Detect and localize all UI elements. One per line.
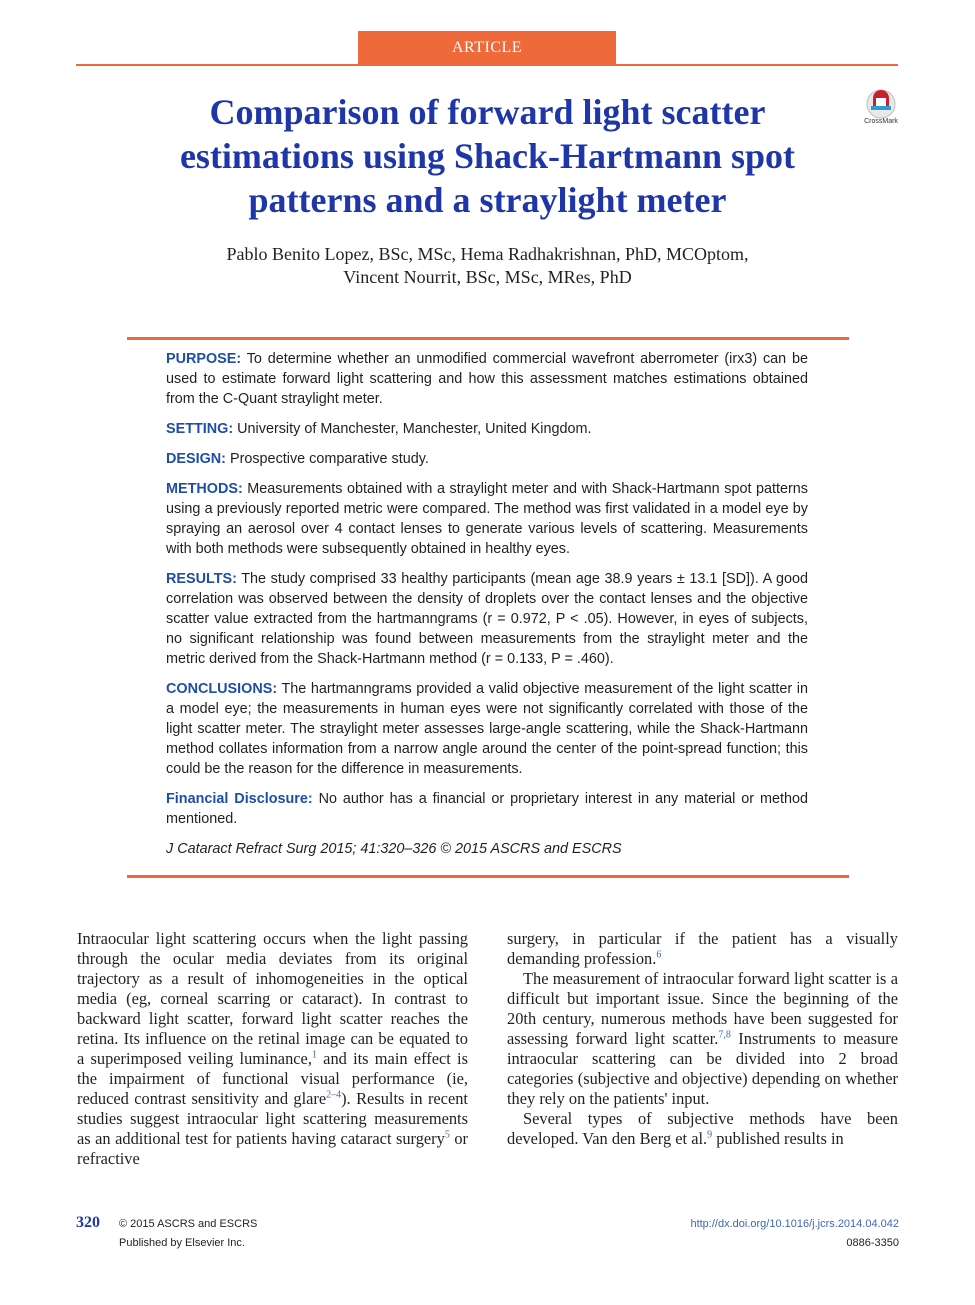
author-list [120, 243, 855, 289]
crossmark-label: CrossMark [864, 118, 898, 125]
article-title: Comparison of forward light scatter estimations using Shack-Hartmann spot patterns and a straylight meter [179, 92, 796, 220]
results-label: RESULTS: [166, 571, 237, 587]
reference-link[interactable]: 1 [311, 1049, 317, 1061]
journal-citation: J Cataract Refract Surg 2015; 41:320–326 © 2015 ASCRS and ESCRS [166, 841, 622, 857]
reference-link[interactable]: 6 [656, 949, 662, 961]
footer-publisher: Published by Elsevier Inc. [119, 1237, 245, 1249]
doi-link[interactable]: http://dx.doi.org/10.1016/j.jcrs.2014.04.042 [690, 1218, 899, 1230]
purpose-label: PURPOSE: [166, 351, 242, 367]
design-text: Prospective comparative study. [225, 451, 429, 467]
abstract-design [166, 449, 808, 469]
abstract-conclusions [166, 679, 808, 779]
abstract-methods [166, 479, 808, 559]
footer-copyright: © 2015 ASCRS and ESCRS [119, 1218, 258, 1230]
authors-line-1: Pablo Benito Lopez, BSc, MSc, Hema Radhakrishnan, PhD, MCOptom, [226, 244, 749, 264]
body-paragraph [507, 929, 898, 969]
reference-link[interactable]: 2–4 [326, 1089, 342, 1101]
abstract-setting [166, 419, 808, 439]
disclosure-label: Financial Disclosure: [166, 791, 313, 807]
abstract-results [166, 569, 808, 669]
design-label: DESIGN: [166, 451, 226, 467]
body-text: ). Results in recent studies suggest intraocular light scattering measurements as an additional test for patients having cataract surgery [77, 1089, 468, 1148]
page-number: 320 [76, 1214, 100, 1231]
body-paragraph [507, 1109, 898, 1149]
body-text: and its main effect is the impairment of functional visual performance (ie, reduced contrast sensitivity and glare [77, 1049, 468, 1108]
results-text: The study comprised 33 healthy participants (mean age 38.9 years ± 13.1 [SD]). A good correlation was observed between the density of droplets over the contact lenses and the objective scatter value extracted from the hartmanngrams (r = 0.972, P < .05). However, in eyes of subjects, no significant relationship was found between measurements from the straylight meter and the metric derived from the Shack-Hartmann method (r = 0.133, P = .460). [166, 571, 808, 667]
abstract-bottom-rule [127, 875, 849, 878]
setting-text: University of Manchester, Manchester, United Kingdom. [233, 421, 592, 437]
conclusions-label: CONCLUSIONS: [166, 681, 278, 697]
setting-label: SETTING: [166, 421, 234, 437]
abstract-purpose [166, 349, 808, 409]
abstract [166, 349, 808, 869]
authors-line-2: Vincent Nourrit, BSc, MSc, MRes, PhD [343, 267, 632, 287]
body-text: published results in [712, 1129, 844, 1148]
abstract-top-rule [127, 337, 849, 340]
body-text: Several types of subjective methods have been developed. Van den Berg et al. [507, 1109, 898, 1148]
body-text: The measurement of intraocular forward light scatter is a difficult but important issue. Since the beginning of the 20th century, numerous methods have been suggested for assessing forward light scatter. [507, 969, 898, 1048]
body-paragraph [77, 929, 468, 1169]
methods-text: Measurements obtained with a straylight meter and with Shack-Hartmann spot patterns using a previously reported metric were compared. The method was first validated in a model eye by spraying an aerosol over 4 contact lenses to generate various levels of scattering. Measurements with both methods were subsequently obtained in healthy eyes. [166, 481, 808, 557]
methods-label: METHODS: [166, 481, 243, 497]
reference-link[interactable]: 7,8 [718, 1029, 731, 1041]
reference-link[interactable]: 9 [707, 1129, 713, 1141]
reference-link[interactable]: 5 [444, 1129, 450, 1141]
body-text: Instruments to measure intraocular scattering can be divided into 2 broad categories (subjective and objective) depending on whether they rely on the patients' input. [507, 1029, 898, 1108]
disclosure-text: No author has a financial or proprietary interest in any material or method mentioned. [166, 791, 808, 827]
body-text: surgery, in particular if the patient has a visually demanding profession. [507, 929, 898, 968]
body-column-right [507, 929, 898, 1149]
body-text: or refractive [77, 1129, 468, 1168]
purpose-text: To determine whether an unmodified commercial wavefront aberrometer (irx3) can be used to estimate forward light scattering and how this assessment matches estimations obtained from the C-Quant straylight meter. [166, 351, 808, 407]
footer-issn: 0886-3350 [846, 1237, 899, 1249]
section-label: ARTICLE [358, 31, 616, 65]
body-column-left [77, 929, 468, 1169]
abstract-disclosure [166, 789, 808, 829]
body-paragraph [507, 969, 898, 1109]
conclusions-text: The hartmanngrams provided a valid objective measurement of the light scatter in a model eye; the measurements in human eyes were not significantly correlated with those of the light scatter meter. The straylight meter assesses large-angle scattering, while the Shack-Hartmann method collates information from a narrow angle around the center of the point-spread function; this could be the reason for the difference in measurements. [166, 681, 808, 777]
body-text: Intraocular light scattering occurs when the light passing through the ocular media deviates from its original trajectory as a result of inhomogeneities in the optical media (eg, corneal scarring or cataract). In contrast to backward light scatter, forward light scatter reaches the retina. Its influence on the retinal image can be equated to a superimposed veiling luminance, [77, 929, 468, 1068]
header-rule [76, 64, 898, 66]
